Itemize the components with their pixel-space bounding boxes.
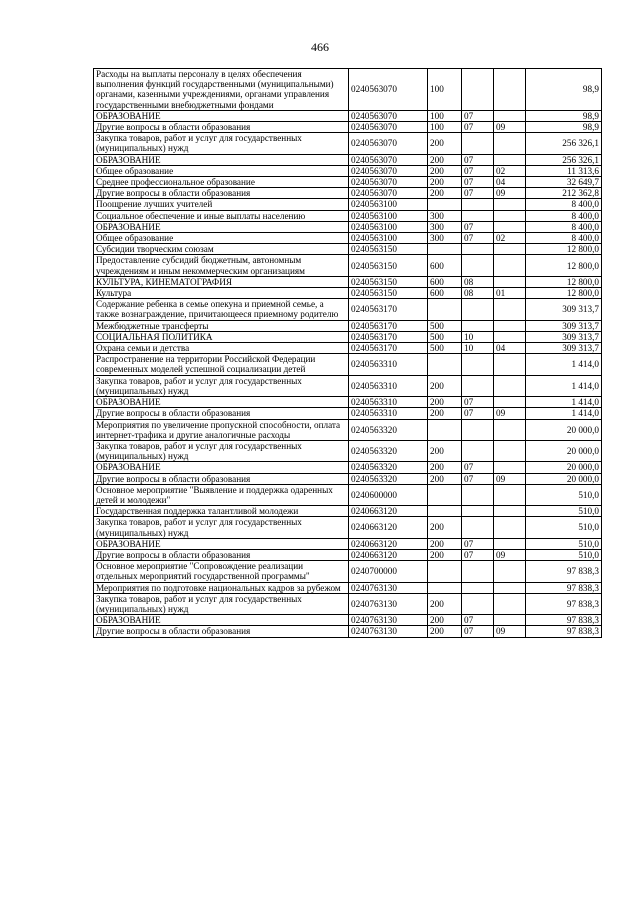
expense-type-cell: 200 xyxy=(428,517,462,538)
section-cell xyxy=(462,506,494,517)
item-name-cell: Субсидии творческим союзам xyxy=(94,244,349,255)
subsection-cell xyxy=(494,419,526,440)
target-code-cell: 0240563310 xyxy=(349,397,428,408)
table-row xyxy=(94,582,602,593)
item-name-cell: ОБРАЗОВАНИЕ xyxy=(94,221,349,232)
subsection-cell xyxy=(494,440,526,461)
expense-type-cell: 200 xyxy=(428,154,462,165)
section-cell xyxy=(462,375,494,396)
subsection-cell xyxy=(494,615,526,626)
section-cell: 08 xyxy=(462,276,494,287)
expense-type-cell: 100 xyxy=(428,69,462,111)
section-cell: 07 xyxy=(462,549,494,560)
expense-type-cell: 500 xyxy=(428,320,462,331)
table-row xyxy=(94,299,602,320)
expense-type-cell: 200 xyxy=(428,188,462,199)
amount-cell: 8 400,0 xyxy=(526,210,602,221)
section-cell xyxy=(462,484,494,505)
table-row xyxy=(94,221,602,232)
expense-type-cell: 200 xyxy=(428,473,462,484)
target-code-cell: 0240563100 xyxy=(349,221,428,232)
subsection-cell xyxy=(494,320,526,331)
table-row xyxy=(94,538,602,549)
target-code-cell: 0240563170 xyxy=(349,299,428,320)
subsection-cell: 02 xyxy=(494,233,526,244)
expense-type-cell: 200 xyxy=(428,440,462,461)
item-name-cell: ОБРАЗОВАНИЕ xyxy=(94,110,349,121)
expense-type-cell: 100 xyxy=(428,110,462,121)
subsection-cell xyxy=(494,375,526,396)
item-name-cell: Государственная поддержка талантливой молодежи xyxy=(94,506,349,517)
table-row xyxy=(94,288,602,299)
table-row xyxy=(94,419,602,440)
expense-type-cell xyxy=(428,199,462,210)
item-name-cell: СОЦИАЛЬНАЯ ПОЛИТИКА xyxy=(94,331,349,342)
expense-type-cell: 300 xyxy=(428,233,462,244)
section-cell: 07 xyxy=(462,615,494,626)
target-code-cell: 0240563170 xyxy=(349,320,428,331)
item-name-cell: Социальное обеспечение и иные выплаты населению xyxy=(94,210,349,221)
budget-table xyxy=(93,68,602,638)
subsection-cell xyxy=(494,354,526,375)
subsection-cell: 02 xyxy=(494,165,526,176)
expense-type-cell: 200 xyxy=(428,626,462,637)
target-code-cell: 0240563310 xyxy=(349,375,428,396)
section-cell xyxy=(462,244,494,255)
item-name-cell: ОБРАЗОВАНИЕ xyxy=(94,397,349,408)
subsection-cell: 09 xyxy=(494,549,526,560)
amount-cell: 12 800,0 xyxy=(526,288,602,299)
expense-type-cell: 200 xyxy=(428,375,462,396)
section-cell xyxy=(462,354,494,375)
amount-cell: 97 838,3 xyxy=(526,593,602,614)
section-cell xyxy=(462,210,494,221)
expense-type-cell: 600 xyxy=(428,276,462,287)
table-row xyxy=(94,517,602,538)
section-cell xyxy=(462,419,494,440)
amount-cell: 98,9 xyxy=(526,122,602,133)
subsection-cell: 04 xyxy=(494,177,526,188)
section-cell: 07 xyxy=(462,110,494,121)
amount-cell: 8 400,0 xyxy=(526,199,602,210)
expense-type-cell: 600 xyxy=(428,288,462,299)
table-row xyxy=(94,122,602,133)
amount-cell: 309 313,7 xyxy=(526,343,602,354)
table-row xyxy=(94,506,602,517)
expense-type-cell: 500 xyxy=(428,331,462,342)
section-cell xyxy=(462,582,494,593)
expense-type-cell: 200 xyxy=(428,133,462,154)
section-cell xyxy=(462,517,494,538)
subsection-cell xyxy=(494,199,526,210)
item-name-cell: КУЛЬТУРА, КИНЕМАТОГРАФИЯ xyxy=(94,276,349,287)
section-cell xyxy=(462,440,494,461)
target-code-cell: 0240763130 xyxy=(349,615,428,626)
subsection-cell xyxy=(494,110,526,121)
table-row xyxy=(94,593,602,614)
subsection-cell xyxy=(494,397,526,408)
page-number: 466 xyxy=(311,40,329,54)
item-name-cell: ОБРАЗОВАНИЕ xyxy=(94,615,349,626)
item-name-cell: Мероприятия по подготовке национальных кадров за рубежом xyxy=(94,582,349,593)
table-row xyxy=(94,320,602,331)
expense-type-cell: 200 xyxy=(428,408,462,419)
subsection-cell xyxy=(494,331,526,342)
subsection-cell xyxy=(494,210,526,221)
amount-cell: 510,0 xyxy=(526,484,602,505)
amount-cell: 98,9 xyxy=(526,69,602,111)
table-row xyxy=(94,440,602,461)
table-row xyxy=(94,255,602,276)
subsection-cell xyxy=(494,462,526,473)
section-cell: 10 xyxy=(462,343,494,354)
expense-type-cell xyxy=(428,561,462,582)
expense-type-cell xyxy=(428,582,462,593)
section-cell: 07 xyxy=(462,462,494,473)
amount-cell: 256 326,1 xyxy=(526,154,602,165)
item-name-cell: Поощрение лучших учителей xyxy=(94,199,349,210)
target-code-cell: 0240563070 xyxy=(349,177,428,188)
table-row xyxy=(94,331,602,342)
table-row xyxy=(94,561,602,582)
target-code-cell: 0240563150 xyxy=(349,288,428,299)
expense-type-cell: 200 xyxy=(428,165,462,176)
item-name-cell: Общее образование xyxy=(94,165,349,176)
table-row xyxy=(94,484,602,505)
target-code-cell: 0240663120 xyxy=(349,549,428,560)
table-row xyxy=(94,615,602,626)
amount-cell: 8 400,0 xyxy=(526,233,602,244)
item-name-cell: Основное мероприятие "Сопровождение реализации отдельных мероприятий государственной программы" xyxy=(94,561,349,582)
target-code-cell: 0240563100 xyxy=(349,199,428,210)
table-row xyxy=(94,462,602,473)
subsection-cell: 04 xyxy=(494,343,526,354)
amount-cell: 510,0 xyxy=(526,549,602,560)
expense-type-cell xyxy=(428,419,462,440)
subsection-cell xyxy=(494,582,526,593)
table-row xyxy=(94,244,602,255)
amount-cell: 212 362,8 xyxy=(526,188,602,199)
subsection-cell: 01 xyxy=(494,288,526,299)
target-code-cell: 0240563100 xyxy=(349,233,428,244)
table-row xyxy=(94,354,602,375)
amount-cell: 1 414,0 xyxy=(526,354,602,375)
target-code-cell: 0240563310 xyxy=(349,354,428,375)
subsection-cell: 09 xyxy=(494,626,526,637)
table-row xyxy=(94,233,602,244)
section-cell: 10 xyxy=(462,331,494,342)
table-row xyxy=(94,549,602,560)
amount-cell: 12 800,0 xyxy=(526,255,602,276)
subsection-cell xyxy=(494,221,526,232)
section-cell: 07 xyxy=(462,122,494,133)
amount-cell: 98,9 xyxy=(526,110,602,121)
target-code-cell: 0240563150 xyxy=(349,255,428,276)
expense-type-cell: 600 xyxy=(428,255,462,276)
table-row xyxy=(94,177,602,188)
section-cell xyxy=(462,299,494,320)
table-row xyxy=(94,375,602,396)
expense-type-cell: 200 xyxy=(428,615,462,626)
table-row xyxy=(94,626,602,637)
expense-type-cell xyxy=(428,354,462,375)
table-row xyxy=(94,199,602,210)
amount-cell: 510,0 xyxy=(526,517,602,538)
section-cell xyxy=(462,69,494,111)
target-code-cell: 0240763130 xyxy=(349,582,428,593)
item-name-cell: Распространение на территории Российской Федерации современных моделей успешной социализации детей xyxy=(94,354,349,375)
expense-type-cell: 300 xyxy=(428,210,462,221)
table-row xyxy=(94,210,602,221)
section-cell xyxy=(462,320,494,331)
amount-cell: 11 313,6 xyxy=(526,165,602,176)
subsection-cell: 09 xyxy=(494,473,526,484)
item-name-cell: Другие вопросы в области образования xyxy=(94,549,349,560)
item-name-cell: Закупка товаров, работ и услуг для государственных (муниципальных) нужд xyxy=(94,440,349,461)
item-name-cell: Другие вопросы в области образования xyxy=(94,188,349,199)
subsection-cell xyxy=(494,244,526,255)
section-cell: 07 xyxy=(462,397,494,408)
table-row xyxy=(94,276,602,287)
target-code-cell: 0240563320 xyxy=(349,419,428,440)
amount-cell: 12 800,0 xyxy=(526,276,602,287)
amount-cell: 1 414,0 xyxy=(526,375,602,396)
item-name-cell: Охрана семьи и детства xyxy=(94,343,349,354)
item-name-cell: Межбюджетные трансферты xyxy=(94,320,349,331)
amount-cell: 20 000,0 xyxy=(526,419,602,440)
subsection-cell xyxy=(494,276,526,287)
item-name-cell: Другие вопросы в области образования xyxy=(94,408,349,419)
expense-type-cell: 200 xyxy=(428,538,462,549)
amount-cell: 12 800,0 xyxy=(526,244,602,255)
item-name-cell: Другие вопросы в области образования xyxy=(94,122,349,133)
section-cell xyxy=(462,255,494,276)
amount-cell: 510,0 xyxy=(526,538,602,549)
amount-cell: 20 000,0 xyxy=(526,473,602,484)
expense-type-cell: 500 xyxy=(428,343,462,354)
item-name-cell: Закупка товаров, работ и услуг для государственных (муниципальных) нужд xyxy=(94,133,349,154)
subsection-cell: 09 xyxy=(494,408,526,419)
item-name-cell: Основное мероприятие "Выявление и поддержка одаренных детей и молодежи" xyxy=(94,484,349,505)
item-name-cell: Общее образование xyxy=(94,233,349,244)
target-code-cell: 0240563070 xyxy=(349,133,428,154)
section-cell: 08 xyxy=(462,288,494,299)
subsection-cell xyxy=(494,538,526,549)
table-row xyxy=(94,343,602,354)
subsection-cell xyxy=(494,484,526,505)
expense-type-cell: 200 xyxy=(428,177,462,188)
section-cell: 07 xyxy=(462,221,494,232)
target-code-cell: 0240563320 xyxy=(349,473,428,484)
expense-type-cell: 200 xyxy=(428,549,462,560)
section-cell xyxy=(462,561,494,582)
table-row xyxy=(94,154,602,165)
target-code-cell: 0240563320 xyxy=(349,440,428,461)
target-code-cell: 0240663120 xyxy=(349,506,428,517)
amount-cell: 32 649,7 xyxy=(526,177,602,188)
item-name-cell: ОБРАЗОВАНИЕ xyxy=(94,154,349,165)
target-code-cell: 0240600000 xyxy=(349,484,428,505)
amount-cell: 20 000,0 xyxy=(526,440,602,461)
target-code-cell: 0240563310 xyxy=(349,408,428,419)
section-cell xyxy=(462,199,494,210)
expense-type-cell: 200 xyxy=(428,593,462,614)
section-cell: 07 xyxy=(462,154,494,165)
target-code-cell: 0240563070 xyxy=(349,69,428,111)
expense-type-cell: 200 xyxy=(428,397,462,408)
expense-type-cell xyxy=(428,484,462,505)
item-name-cell: Мероприятия по увеличение пропускной способности, оплата интернет-трафика и другие аналогичные расходы xyxy=(94,419,349,440)
item-name-cell: Среднее профессиональное образование xyxy=(94,177,349,188)
amount-cell: 1 414,0 xyxy=(526,397,602,408)
amount-cell: 1 414,0 xyxy=(526,408,602,419)
table-row xyxy=(94,165,602,176)
section-cell: 07 xyxy=(462,473,494,484)
item-name-cell: Закупка товаров, работ и услуг для государственных (муниципальных) нужд xyxy=(94,517,349,538)
item-name-cell: Другие вопросы в области образования xyxy=(94,473,349,484)
target-code-cell: 0240563070 xyxy=(349,188,428,199)
expense-type-cell: 200 xyxy=(428,462,462,473)
subsection-cell xyxy=(494,506,526,517)
subsection-cell xyxy=(494,255,526,276)
section-cell: 07 xyxy=(462,188,494,199)
item-name-cell: Закупка товаров, работ и услуг для государственных (муниципальных) нужд xyxy=(94,593,349,614)
budget-table-body xyxy=(94,69,602,638)
target-code-cell: 0240763130 xyxy=(349,593,428,614)
subsection-cell: 09 xyxy=(494,188,526,199)
expense-type-cell xyxy=(428,506,462,517)
amount-cell: 97 838,3 xyxy=(526,615,602,626)
amount-cell: 256 326,1 xyxy=(526,133,602,154)
amount-cell: 8 400,0 xyxy=(526,221,602,232)
subsection-cell xyxy=(494,517,526,538)
expense-type-cell xyxy=(428,299,462,320)
subsection-cell xyxy=(494,133,526,154)
subsection-cell xyxy=(494,593,526,614)
item-name-cell: Культура xyxy=(94,288,349,299)
item-name-cell: Расходы на выплаты персоналу в целях обеспечения выполнения функций государственными (муниципальными) органами, казенными учреждениями, органами управления государственными внебюджетными фондами xyxy=(94,69,349,111)
target-code-cell: 0240663120 xyxy=(349,538,428,549)
item-name-cell: Закупка товаров, работ и услуг для государственных (муниципальных) нужд xyxy=(94,375,349,396)
target-code-cell: 0240563070 xyxy=(349,165,428,176)
target-code-cell: 0240563070 xyxy=(349,122,428,133)
target-code-cell: 0240563170 xyxy=(349,343,428,354)
expense-type-cell: 100 xyxy=(428,122,462,133)
amount-cell: 97 838,3 xyxy=(526,582,602,593)
subsection-cell xyxy=(494,154,526,165)
section-cell: 07 xyxy=(462,165,494,176)
target-code-cell: 0240700000 xyxy=(349,561,428,582)
subsection-cell: 09 xyxy=(494,122,526,133)
target-code-cell: 0240563070 xyxy=(349,154,428,165)
amount-cell: 309 313,7 xyxy=(526,299,602,320)
section-cell: 07 xyxy=(462,408,494,419)
amount-cell: 309 313,7 xyxy=(526,331,602,342)
section-cell: 07 xyxy=(462,177,494,188)
section-cell: 07 xyxy=(462,233,494,244)
target-code-cell: 0240563170 xyxy=(349,331,428,342)
item-name-cell: ОБРАЗОВАНИЕ xyxy=(94,462,349,473)
table-row xyxy=(94,69,602,111)
subsection-cell xyxy=(494,299,526,320)
subsection-cell xyxy=(494,69,526,111)
table-row xyxy=(94,408,602,419)
target-code-cell: 0240763130 xyxy=(349,626,428,637)
amount-cell: 97 838,3 xyxy=(526,561,602,582)
section-cell: 07 xyxy=(462,538,494,549)
target-code-cell: 0240663120 xyxy=(349,517,428,538)
item-name-cell: ОБРАЗОВАНИЕ xyxy=(94,538,349,549)
table-row xyxy=(94,473,602,484)
amount-cell: 97 838,3 xyxy=(526,626,602,637)
table-row xyxy=(94,110,602,121)
target-code-cell: 0240563320 xyxy=(349,462,428,473)
section-cell: 07 xyxy=(462,626,494,637)
target-code-cell: 0240563150 xyxy=(349,276,428,287)
expense-type-cell xyxy=(428,244,462,255)
expense-type-cell: 300 xyxy=(428,221,462,232)
amount-cell: 309 313,7 xyxy=(526,320,602,331)
section-cell xyxy=(462,593,494,614)
amount-cell: 510,0 xyxy=(526,506,602,517)
item-name-cell: Содержание ребенка в семье опекуна и приемной семье, а также вознаграждение, причитающееся приемному родителю xyxy=(94,299,349,320)
item-name-cell: Предоставление субсидий бюджетным, автономным учреждениям и иным некоммерческим организациям xyxy=(94,255,349,276)
target-code-cell: 0240563100 xyxy=(349,210,428,221)
target-code-cell: 0240563150 xyxy=(349,244,428,255)
subsection-cell xyxy=(494,561,526,582)
table-row xyxy=(94,133,602,154)
section-cell xyxy=(462,133,494,154)
item-name-cell: Другие вопросы в области образования xyxy=(94,626,349,637)
amount-cell: 20 000,0 xyxy=(526,462,602,473)
target-code-cell: 0240563070 xyxy=(349,110,428,121)
table-row xyxy=(94,188,602,199)
table-row xyxy=(94,397,602,408)
